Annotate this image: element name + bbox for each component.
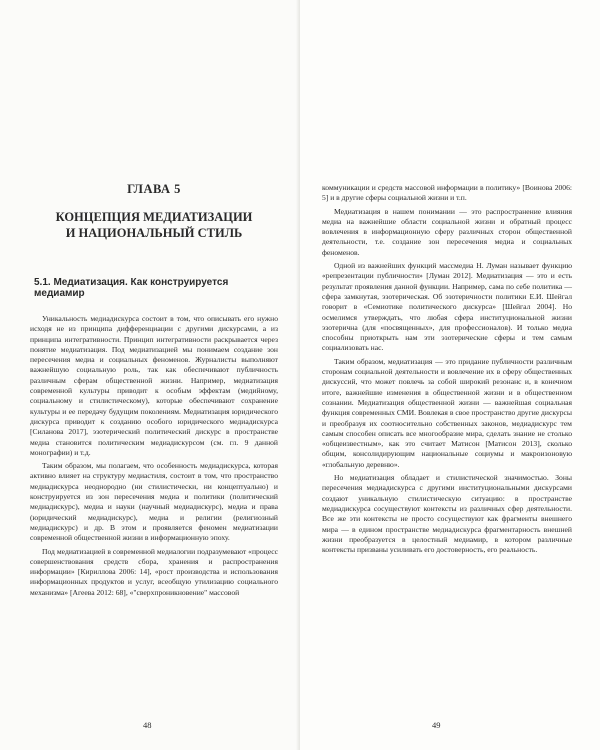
page-number: 48	[143, 720, 152, 730]
paragraph: Медиатизация в нашем понимании — это распространение влияния медиа на важнейшие области социальной жизни и обратный процесс вовлечения в информационную сферу различных сторон общественной деятельности, т.е. создание зон пересечения медиа и социальных феноменов.	[322, 206, 572, 257]
paragraph: Под медиатизацией в современной медиалогии подразумевают «процесс совершенствования средств сбора, хранения и распространения информации» [Кириллова 2006: 14], «рост производства и использования информационных продуктов и услуг, всеобщую утилизацию социального механизма» [Агеева 2012: 68], «"сверхпроникновение" массовой	[30, 546, 278, 597]
paragraph: Таким образом, мы полагаем, что особенность медиадискурса, которая активно влияет на структуру медиастиля, состоит в том, что пространство медиадискурса неоднородно (ни стилистически, ни концептуально) и конструируется из зон пересечения медиа и политики (политический медиадискурс), медиа и науки (научный медиадискурс), медиа и права (юридический медиадискурс), медиа и религии (религиозный медиадискурс) и др. В этом и проявляется феномен медиатизации современной общественной жизни в информационную эпоху.	[30, 461, 278, 543]
paragraph: Таким образом, медиатизация — это придание публичности различным сторонам социальной деятельности и вовлечение их в сферу общественных дискуссий, что может повлечь за собой широкий резонанс и, в конечном итоге, важнейшие изменения в общественной жизни и в общественном сознании. Медиатизация общественной жизни — важнейшая социальная функция современных СМИ. Вовлекая в свое пространство другие дискурсы и преобразуя их соотносительно собственных законов, медиадискурс тем самым способен описать все многообразие мира, сделать знание не столько «общеизвестным», как это считает Матисон [Матисон 2013], сколько общим, консолидирующим национальные социумы и макроизоновую «глобальную деревню».	[322, 356, 572, 469]
right-page	[300, 0, 600, 750]
right-page-content	[322, 183, 572, 558]
chapter-title	[30, 209, 278, 241]
page-number: 49	[432, 720, 441, 730]
chapter-title-line-1: КОНЦЕПЦИЯ МЕДИАТИЗАЦИИ	[55, 210, 253, 224]
paragraph: Одной из важнейших функций массмедиа Н. Луман называет функцию «репрезентации публичности» [Луман 2012]. Медиатизация — это и есть результат проявления данной функции. Например, сама по себе политика — сфера замкнутая, эзотерическая. Об эзотеричности политики Е.И. Шейгал говорит в «Семиотике политического дискурса» [Шейгал 2004]. Но осмелимся утверждать, что любая сфера институциональной жизни эзотерична (для «посвященных», для профессионалов). И только медиа способны приоткрыть нам эти эзотерические сферы и тем самым социализовать нас.	[322, 261, 572, 353]
left-page-content	[30, 182, 278, 601]
paragraph: Но медиатизация обладает и стилистической значимостью. Зоны пересечения медиадискурса с другими институциональными дискурсами создают уникальную стилистическую ситуацию: в пространстве медиадискурса сосуществуют контексты из различных сфер деятельности. Все же эти контексты не просто сосуществуют как фрагменты внешнего мира — в едином пространстве медиадискурса фрагментарность внешней жизни преобразуется в целостный медиамир, в котором различные контексты призваны усиливать его достоверность, его реальность.	[322, 473, 572, 555]
chapter-number: ГЛАВА 5	[127, 182, 181, 196]
section-title: 5.1. Медиатизация. Как конструируется медиамир	[34, 277, 229, 299]
paragraph: коммуникации и средств массовой информации в политику» [Воинова 2006: 5] и в другие сферы социальной жизни и т.п.	[322, 183, 572, 203]
chapter-title-line-2: И НАЦИОНАЛЬНЫЙ СТИЛЬ	[65, 226, 243, 240]
paragraph: Уникальность медиадискурса состоит в том, что описывать его нужно исходя не из принципа дифференциации с другими дискурсами, а из принципа интегративности. Принцип интегративности раскрывается через понятие медиатизация. Под медиатизацией мы понимаем создание зон пересечения медиа и социальных феноменов. Журналисты выполняют важнейшую социальную роль, так как обеспечивают публичность различным сферам общественной жизни. Например, медиатизация современной культуры приводит к особым эффектам (медийному, социальному и стилистическому), которые обеспечивают сохранение культуры и ее передачу будущим поколениям. Медиатизация юридического дискурса приводит к созданию особого юридического медиадискурса [Силанова 2017], эзотерический политический дискурс в пространстве медиа становится политическим медиадискурсом (см. гл. 9 данной монографии) и т.д.	[30, 314, 278, 457]
